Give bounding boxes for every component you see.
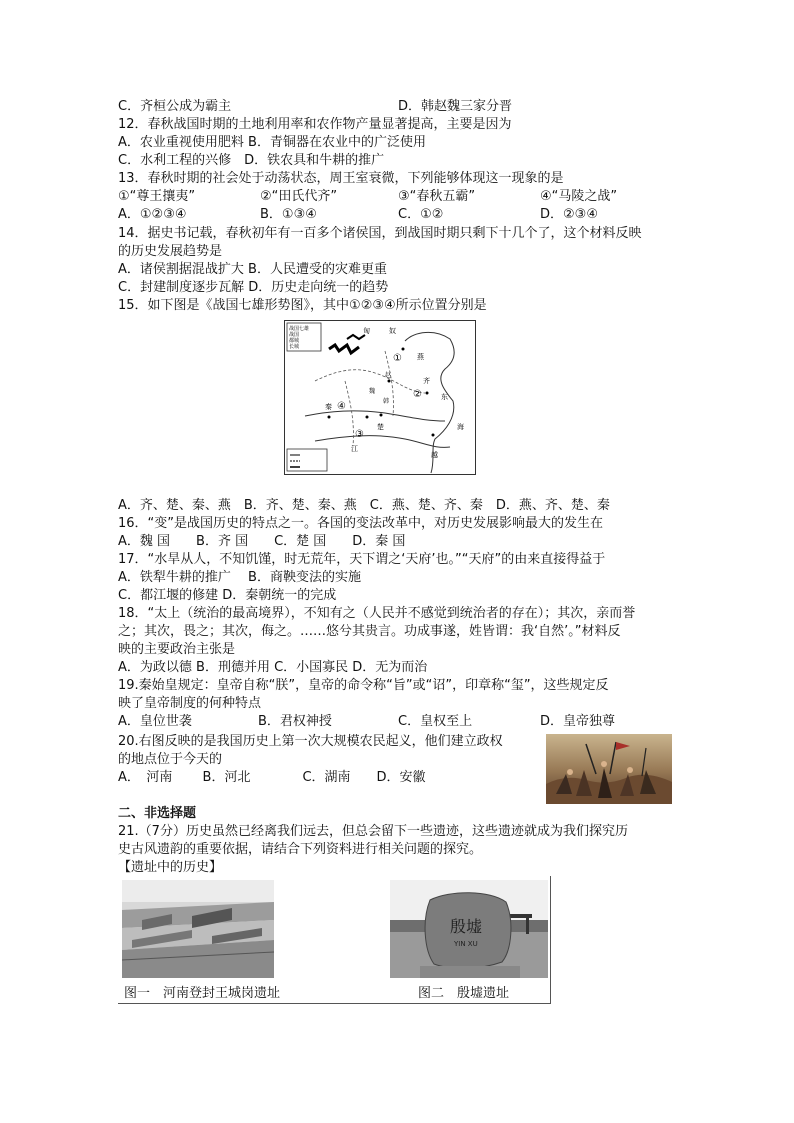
- q18-stem-line3: 映的主要政治主张是: [118, 642, 236, 657]
- map-label-wei: 魏: [369, 388, 376, 395]
- q19-option-c: C．皇权至上: [398, 714, 473, 729]
- q11-option-c: C．齐桓公成为霸主: [118, 99, 232, 114]
- q14-stem-line2: 的历史发展趋势是: [118, 244, 223, 259]
- q13-stem: 13．春秋时期的社会处于动荡状态，周王室衰微，下列能够体现这一现象的是: [118, 171, 564, 186]
- q20-options: A． 河南 B．河北 C．湖南 D．安徽: [118, 770, 426, 785]
- map-marker-4: ④: [337, 401, 346, 412]
- q17-options-cd: C．都江堰的修建 D．秦朝统一的完成: [118, 588, 337, 603]
- map-label-hai: 海: [457, 423, 464, 431]
- q13-option-d: D．②③④: [540, 207, 598, 222]
- map-label-chu: 楚: [377, 423, 384, 431]
- map-yangtze-river: [315, 436, 450, 448]
- map-yellow-river: [305, 411, 445, 421]
- map-label-xiong: 匈: [363, 327, 370, 335]
- q16-options: A．魏 国 B．齐 国 C．楚 国 D．秦 国: [118, 534, 406, 549]
- map-label-dong: 东: [441, 393, 448, 401]
- q11-option-d: D．韩赵魏三家分晋: [398, 99, 513, 114]
- q12-stem: 12．春秋战国时期的土地利用率和农作物产量显著提高，主要是因为: [118, 117, 512, 132]
- map-coastline: [405, 332, 454, 473]
- q21-stem-line1: 21.（7分）历史虽然已经离我们远去，但总会留下一些遗迹，这些遗迹就成为我们探究历: [118, 824, 628, 839]
- q20-stem-line1: 20.右图反映的是我国历史上第一次大规模农民起义，他们建立政权: [118, 734, 503, 749]
- map-marker-2: ②: [413, 389, 422, 400]
- q18-stem-line1: 18．“太上（统治的最高境界），不知有之（人民并不感觉到统治者的存在）；其次，亲而誉: [118, 606, 636, 621]
- map-label-jiang: 江: [351, 445, 358, 453]
- map-legend-3: 都城: [289, 338, 300, 344]
- figure-1-caption: 图一 河南登封王城岗遗址: [124, 986, 281, 1001]
- q13-option-c: C．①②: [398, 207, 444, 222]
- q12-options-cd: C．水利工程的兴修 D．铁农具和牛耕的推广: [118, 153, 385, 168]
- q14-options-cd: C．封建制度逐步瓦解 D．历史走向统一的趋势: [118, 280, 389, 295]
- q13-item-4: ④“马陵之战”: [540, 189, 618, 204]
- map-great-wall: [329, 345, 359, 353]
- map-label-nu: 奴: [389, 327, 396, 335]
- q16-stem: 16．“变”是战国历史的特点之一。各国的变法改革中，对历史发展影响最大的发生在: [118, 516, 604, 531]
- q18-stem-line2: 之；其次，畏之；其次，侮之。……悠兮其贵言。功成事遂，姓皆谓：我‘自然’。”材料反: [118, 624, 621, 639]
- stone-inscription: 殷墟: [450, 917, 483, 936]
- q15-stem: 15．如下图是《战国七雄形势图》，其中①②③④所示位置分别是: [118, 298, 487, 313]
- q12-options-ab: A．农业重视使用肥料 B．青铜器在农业中的广泛使用: [118, 135, 426, 150]
- q19-option-d: D．皇帝独尊: [540, 714, 616, 729]
- map-label-zhao: 赵: [385, 372, 392, 379]
- map-legend-4: 长城: [289, 344, 300, 350]
- map-label-han: 韩: [383, 398, 390, 405]
- map-label-yan: 燕: [417, 353, 424, 361]
- stone-pinyin: YIN XU: [454, 940, 478, 948]
- q19-option-b: B．君权神授: [258, 714, 332, 729]
- map-marker-1: ①: [393, 353, 402, 364]
- q15-options: A．齐、楚、秦、燕 B．齐、楚、秦、燕 C．燕、楚、齐、秦 D．燕、齐、楚、秦: [118, 498, 610, 513]
- warring-states-map: [284, 320, 476, 475]
- q19-stem-line2: 映了皇帝制度的何种特点: [118, 696, 262, 711]
- q13-item-1: ①“尊王攘夷”: [118, 189, 196, 204]
- q18-options: A．为政以德 B．刑德并用 C．小国寡民 D．无为而治: [118, 660, 428, 675]
- peasant-uprising-painting: [546, 734, 672, 804]
- map-marker-3: ③: [355, 429, 364, 440]
- q13-option-a: A．①②③④: [118, 207, 187, 222]
- q21-subheading: 【遗址中的历史】: [118, 860, 223, 875]
- q17-stem: 17．“水旱从人，不知饥馑，时无荒年，天下谓之‘天府’也。”“天府”的由来直接得益于: [118, 552, 606, 567]
- figure-2-caption: 图二 殷墟遗址: [418, 986, 510, 1001]
- q13-option-b: B．①③④: [260, 207, 317, 222]
- q17-options-ab: A．铁犁牛耕的推广 B．商鞅变法的实施: [118, 570, 361, 585]
- q19-stem-line1: 19.秦始皇规定：皇帝自称“朕”，皇帝的命令称“旨”或“诏”，印章称“玺”，这些规定反: [118, 678, 609, 693]
- q13-item-2: ②“田氏代齐”: [260, 189, 338, 204]
- q21-stem-line2: 史古风遗韵的重要依据，请结合下列资料进行相关问题的探究。: [118, 842, 483, 857]
- q20-stem-line2: 的地点位于今天的: [118, 752, 223, 767]
- yinxu-site-photo: [390, 880, 548, 978]
- map-label-yue: 越: [431, 451, 438, 459]
- map-label-qin: 秦: [325, 403, 332, 411]
- map-legend-1: 战国七雄: [289, 326, 310, 332]
- section-2-heading: 二、非选择题: [118, 806, 197, 821]
- map-legend-2: 战国: [289, 332, 300, 338]
- q13-item-3: ③“春秋五霸”: [398, 189, 476, 204]
- wangchenggang-site-photo: [122, 880, 274, 978]
- map-label-qi: 齐: [423, 377, 430, 385]
- q14-stem-line1: 14．据史书记载，春秋初年有一百多个诸侯国，到战国时期只剩下十几个了，这个材料反映: [118, 226, 642, 241]
- q14-options-ab: A．诸侯割据混战扩大 B．人民遭受的灾难更重: [118, 262, 387, 277]
- q19-option-a: A．皇位世袭: [118, 714, 192, 729]
- site-figures: [118, 876, 551, 1004]
